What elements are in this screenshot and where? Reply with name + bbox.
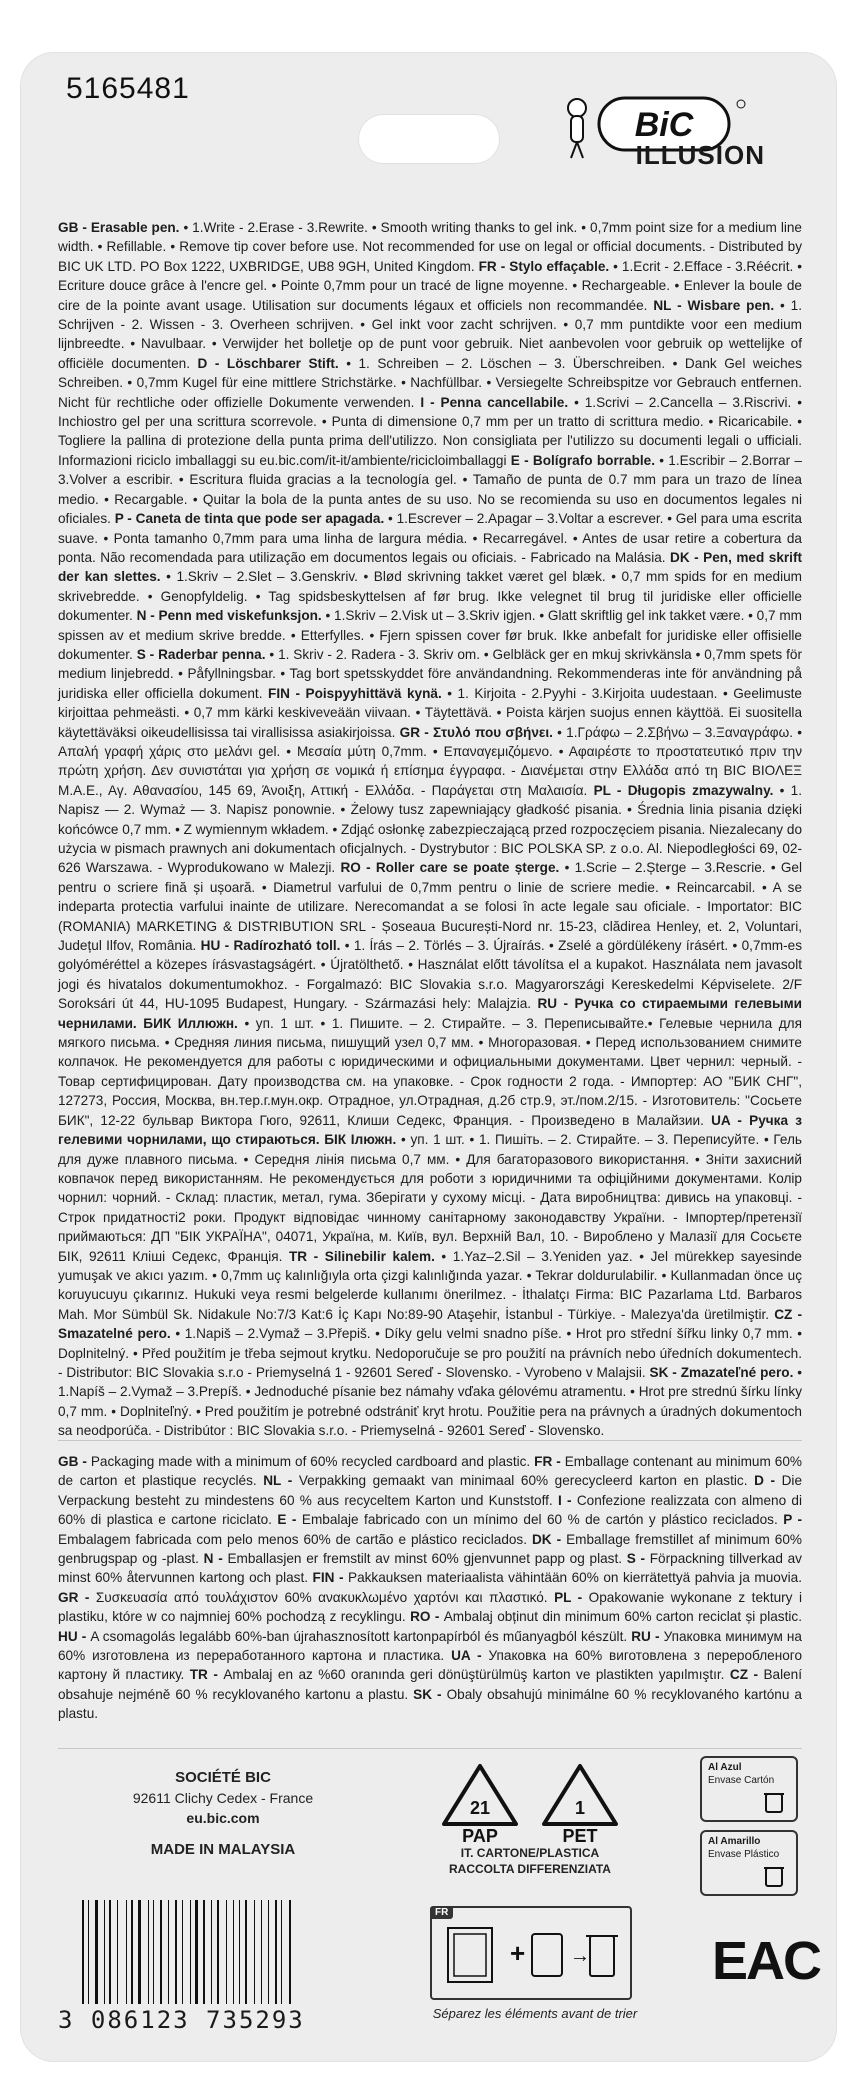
lang-code: P - xyxy=(783,1512,802,1528)
lang-code: CZ - xyxy=(729,1667,764,1683)
section-divider-2 xyxy=(58,1748,802,1749)
section-text: A csomagolás legalább 60%-ban újrahasznosított kartonpapírból és műanyagból készült. xyxy=(90,1628,632,1644)
eac-mark: EAC xyxy=(712,1931,821,1991)
lang-code: SK - Zmazateľné pero. xyxy=(649,1364,798,1380)
lang-code: FIN - Poispyyhittävä kynä. xyxy=(268,685,448,701)
blue-bin-title: Al Azul xyxy=(708,1762,742,1773)
triman-box xyxy=(430,1906,632,2000)
lang-code: D - Löschbarer Stift. xyxy=(197,355,347,371)
section-text: • 1.Escribir – 2.Borrar – 3.Volver a escribir. • Escritura fluida gracias a la tecnología gel. • Tamaño de punta de 0.7 mm para un trazo de línea medio. • Recargable. • Quitar la bola de la punta antes de su uso. No se recomienda su uso en documentos legales ni oficiales. xyxy=(58,452,803,527)
lang-code: E - xyxy=(277,1512,302,1528)
lang-code: E - Bolígrafo borrable. xyxy=(510,452,660,468)
section-text: Obaly obsahujú minimálne 60 % recyklovaného kartónu a plastu. xyxy=(58,1686,802,1722)
lang-code: HU - xyxy=(58,1628,91,1644)
blue-bin-sub: Envase Cartón xyxy=(708,1775,775,1786)
section-divider xyxy=(58,1440,802,1441)
section-text: • 1. Schreiben – 2. Löschen – 3. Überschreiben. • Dank Gel weiches Schreiben. • 0,7mm Kugel für eine mittlere Strichstärke. • Nachfüllbar. • Versiegelte Schreibspitze vor Gebrauch entfernen. Nicht für rechtliche oder offizielle Dokumente verwenden. xyxy=(58,355,802,410)
product-code: 5165481 xyxy=(66,72,190,105)
barcode-bars xyxy=(82,1900,348,2004)
lang-code: PL - Długopis zmazywalny. xyxy=(593,782,780,798)
spain-bins xyxy=(700,1756,798,1904)
section-n xyxy=(204,1551,627,1566)
lang-code: GR - xyxy=(58,1589,96,1605)
barcode-digits: 3 086123 735293 xyxy=(58,2006,305,2034)
lang-code: DK - Pen, med skrift der kan slettes. xyxy=(58,549,802,585)
blue-bin-box xyxy=(700,1756,798,1822)
lang-code: I - Penna cancellabile. xyxy=(420,394,575,410)
pet-code: 1 xyxy=(574,1798,586,1818)
section-hu xyxy=(58,1629,631,1644)
section-ua xyxy=(58,1113,802,1264)
section-text: Συσκευασία από τουλάχιστον 60% ανακυκλωμένο χαρτόνι και πλαστικό. xyxy=(95,1589,555,1605)
section-nl xyxy=(263,1473,754,1488)
section-text: Confezione realizzata con almeno di 60% di plastica e cartone riciclato. xyxy=(58,1492,802,1528)
lang-code: FR - Stylo effaçable. xyxy=(478,258,614,274)
pap-code: 21 xyxy=(469,1798,491,1818)
section-text: • 1.Napiš – 2.Vymaž – 3.Přepiš. • Díky gelu velmi snadno píše. • Hrot pro střední šířku linky 0,7 mm. • Doplnitelný. • Před použitím je třeba sejmout krytku. Nedoporučuje se pro použití na právních nebo úředních dokumentech. - Distributor: BIC Slovakia s.r.o - Priemyselná 1 - 92601 Sereď - Slovensko. - Vyrobeno v Malajsii. xyxy=(58,1326,802,1380)
lang-code: RU - Ручка со стираемыми гелевыми чернилами. БИК Иллюжн. xyxy=(58,996,802,1031)
section-text: Opakowanie wykonane z tektury i plastiku, które w co najmniej 60% pochodzą z recyklingu. xyxy=(58,1589,802,1625)
lang-code: HU - Radírozható toll. xyxy=(200,938,345,954)
lang-code: N - Penn med viskefunksjon. xyxy=(136,608,326,624)
lang-code: GB - xyxy=(58,1454,91,1469)
lang-code: TR - xyxy=(189,1667,224,1683)
sub-brand: ILLUSION xyxy=(635,140,765,170)
fr-tag: FR xyxy=(430,1906,453,1919)
lang-code: S - Raderbar penna. xyxy=(136,646,270,662)
section-fin xyxy=(313,1570,802,1585)
section-text: Упаковка на 60% виготовлена з переробленого картону й пластику. xyxy=(58,1648,803,1683)
section-e xyxy=(277,1512,783,1527)
section-text: • 1. Kirjoita - 2.Pyyhi - 3.Kirjoita uudestaan. • Geelimuste kirjoittaa pehmeästi. • 0,7 mm kärki keskiveveään viivaan. • Täytettävä. • Poista kärjen suojus ennen käyttöä. Ei suositella käytettäväksi oikeudellisissa tai virallisissa asiakirjoissa. xyxy=(58,685,802,740)
pap-label: PAP xyxy=(462,1826,498,1844)
fr-caption: Séparez les éléments avant de trier xyxy=(432,2006,638,2021)
section-text: • 1.Skriv – 2.Visk ut – 3.Skriv igjen. • Glatt skriftlig gel ink takket være. • 0,7 mm spissen av et medium skrive bredde. • Etterfylles. • Fjern spissen cover før bruk. Ikke anbefalt for juridiske eller offisielle dokumenter. xyxy=(58,608,802,662)
recycle-triangles-icon xyxy=(430,1758,630,1844)
section-text: • 1. Skriv - 2. Radera - 3. Skriv om. • Gelbläck ger en mkuj skrivkänsla • 0,7mm spets för medium linjebredd. • Påfyllningsbar. • Tag bort spetsskyddet före användandning. Rekommenderas inte för användning på juridiska eller officiella dokument. xyxy=(58,646,802,701)
section-text: • 1.Ecrit - 2.Efface - 3.Réécrit. • Ecriture douce grâce à l'encre gel. • Pointe 0,7mm pour un tracé de ligne moyenne. • Rechargeable. • Enlever la boule de cire de la pointe avant usage. Utilisation sur documents légaux et officiels non recommandée. xyxy=(58,258,802,313)
section-text: Emballasjen er fremstilt av minst 60% gjenvunnet papp og plast. xyxy=(227,1551,627,1567)
it-label-1: IT. CARTONE/PLASTICA xyxy=(460,1846,600,1860)
it-label-2: RACCOLTA DIFFERENZIATA xyxy=(449,1862,611,1876)
lang-code: D - xyxy=(754,1473,782,1489)
section-gr xyxy=(58,1590,554,1605)
section-text: Packaging made with a minimum of 60% recycled cardboard and plastic. xyxy=(90,1454,535,1469)
company-web: eu.bic.com xyxy=(186,1810,260,1826)
lang-code: NL - Wisbare pen. xyxy=(653,297,781,313)
company-address: 92611 Clichy Cedex - France xyxy=(132,1790,314,1806)
lang-code: RO - xyxy=(410,1609,444,1625)
section-tr xyxy=(190,1667,730,1682)
section-ru xyxy=(58,996,802,1127)
section-text: Embalaje fabricado con un mínimo del 60 % de cartón y plástico reciclados. xyxy=(301,1512,784,1528)
section-text: Ambalaj obținut din minimum 60% carton reciclat și plastic. xyxy=(443,1609,802,1625)
section-text: • 1.Napíš – 2.Vymaž – 3.Prepíš. • Jednoduché písanie bez námahy vďaka gélovému atramentu. • Hrot pre strednú šírku línky 0,7 mm. • Doplniteľný. • Pred použitím je potrebné odstrániť kryt hrotu. Použitie pera na právnych a úradných dokumentoch sa neodporúča. - Distribútor : BIC Slovakia s.r.o. - Priemyselná - 92601 Sereď - Slovensko. xyxy=(58,1364,803,1439)
made-in: MADE IN MALAYSIA xyxy=(150,1841,296,1858)
packaging-block xyxy=(58,1452,802,1724)
triman-icon xyxy=(432,1908,626,1994)
bin-icon xyxy=(760,1860,788,1888)
lang-code: NL - xyxy=(263,1473,299,1489)
lang-code: UA - Ручка з гелевими чорнилами, що стираються. БІК Ілюжн. xyxy=(58,1112,802,1148)
lang-code: TR - Silinebilir kalem. xyxy=(288,1248,442,1264)
section-text: • 1.Scrivi – 2.Cancella – 3.Riscrivi. • Inchiostro gel per una scrittura scorrevole. • Punta di dimensione 0,7 mm per un tratto di scrittura medio. • Ricaricabile. • Togliere la pallina di protezione della punta prima dell'utilizzo. Non consigliata per l'utilizzo su documenti legali o ufficiali. Informazioni riciclo imballaggi su eu.bic.com/it-it/ambiente/ricicloimballaggi xyxy=(58,394,802,468)
section-text: Embalagem fabricada com pelo menos 60% de cartão e plástico reciclados. xyxy=(58,1531,532,1547)
section-ro xyxy=(410,1609,802,1624)
section-text: • 1. Schrijven - 2. Wissen - 3. Overheen schrijven. • Gel inkt voor zacht schrijven. • 0,7 mm puntdikte voor een medium lijnbreedte. • Navulbaar. • Verwijder het bolletje op de punt voor gebruik. Niet aanbevolen voor gebruik op wettelijke of officiële documenten. xyxy=(58,297,803,371)
lang-code: N - xyxy=(203,1551,228,1567)
section-text: Ambalaj en az %60 oranında geri dönüştürülmüş karton ve plastikten yapılmıştır. xyxy=(223,1667,730,1683)
lang-code: UA - xyxy=(451,1648,489,1664)
section-text: • уп. 1 шт. • 1. Пишите. – 2. Стирайте. – 3. Переписывайте.• Гелевые чернила для мягкого письма. • Средняя линия письма, пишущий узел 0,7 мм. • Многоразовая. • Перед использованием снимите колпачок. Не рекомендуется для работы с юридическими и официальными документами. Цвет чернил: черный. - Товар сертифицирован. Дату производства см. на упаковке. - Срок годности 2 года. - Импортер: АО "БИК СНГ", 127273, Россия, Москва, вн.тер.г.мун.окр. Отрадное, ул.Отрадная, д.2б стр.9, эт./пом.2/15. - Изготовитель: "Сосьете БИК", 12-22 бульвар Виктора Гюго, 92611, Клиши Седекс, Франция. - Произведено в Малайзии. xyxy=(58,1015,802,1128)
section-text: Balení obsahuje nejméně 60 % recyklovaného kartonu a plastu. xyxy=(58,1667,802,1702)
section-text: Emballage contenant au minimum 60% de carton et plastique recyclés. xyxy=(58,1454,802,1489)
lang-code: SK - xyxy=(413,1686,447,1702)
lang-code: DK - xyxy=(531,1531,567,1547)
svg-text:→: → xyxy=(570,1945,590,1967)
lang-code: RU - xyxy=(631,1628,664,1644)
svg-text:+: + xyxy=(510,1938,526,1968)
company-name: SOCIÉTÉ BIC xyxy=(175,1769,271,1786)
section-text: • 1. Napisz — 2. Wymaż — 3. Napisz ponownie. • Żelowy tusz zapewniający gładkość pisania. • Średnia linia pisania dzięki końcówce 0,7 mm. • Z wymiennym wkładem. • Zdjąć osłonkę zabezpieczającą przed rozpoczęciem pisania. Niezalecany do użycia w pismach prawnych ani dokumentach oficjalnych. - Dystrybutor : BIC POLSKA SP. z o.o. Al. Niepodległości 69, 02-626 Warszawa. - Wyprodukowano w Malezji. xyxy=(58,782,803,876)
section-text: Упаковка минимум на 60% изготовлена из переработанного картона и пластика. xyxy=(58,1628,802,1664)
section-text: Verpakking gemaakt van minimaal 60% gerecycleerd karton en plastic. xyxy=(298,1473,755,1489)
section-text: • 1.Γράφω – 2.Σβήνω – 3.Ξαναγράφω. • Απαλή γραφή χάρις στο μελάνι gel. • Μεσαία μύτη 0,7mm. • Επαναγεμιζόμενο. • Αφαιρέστε το προστατευτικό πριν την πρώτη χρήση. Δεν συνιστάται για χρήση σε νομικά ή επίσημα έγγραφα. - Διανέμεται στην Ελλάδα από τη ΒΙC ΒΙΟΛΕΞ Μ.Α.Ε., Αγ. Αθανασίου, 145 69, Άνοιξη, Αττική - Ελλάδα. - Παράγεται στη Μαλαισία. xyxy=(58,724,802,798)
yellow-bin-title: Al Amarillo xyxy=(708,1836,761,1847)
section-text: Pakkauksen materiaalista vähintään 60% on kierrätettyä pahvia ja muovia. xyxy=(348,1570,802,1586)
section-text: • 1.Escrever – 2.Apagar – 3.Voltar a escrever. • Gel para uma escrita suave. • Ponta tamanho 0,7mm para uma linha de largura média. • Recarregável. • Antes de usar retire a cobertura da ponta. Não recomendada para utilização em documentos legais ou oficiais. - Fabricado na Malásia. xyxy=(58,511,802,565)
section-text: Emballage fremstillet af minimum 60% genbrugspap og -plast. xyxy=(58,1531,802,1567)
lang-code: GB - Erasable pen. xyxy=(58,220,184,235)
bin-icon xyxy=(760,1786,788,1814)
section-gb xyxy=(58,1454,534,1469)
company-info xyxy=(118,1768,328,1860)
lang-code: CZ - Smazatelné pero. xyxy=(58,1306,802,1342)
lang-code: FIN - xyxy=(312,1570,348,1586)
section-text: • 1. Írás – 2. Törlés – 3. Újraírás. • Zselé a gördülékeny írásért. • 0,7mm-es golyóméréttel a közepes írásvastagságért. • Újratölthető. • Használat előtt távolítsa el a kupakot. Használata nem javasolt jogi és hivatalos dokumentumokhoz. - Forgalmazó: BIC Slovakia s.r.o. Magyarországi Kereskedelmi Képviselete. 2/F Soroksári út 44, HU-1095 Budapest, Hungary. - Származási hely: Malajzia. xyxy=(58,938,803,1012)
lang-code: PL - xyxy=(554,1589,589,1605)
pet-label: PET xyxy=(562,1826,598,1844)
lang-code: RO - Roller care se poate șterge. xyxy=(340,860,565,876)
section-text: • 1.Scrie – 2.Șterge – 3.Rescrie. • Gel pentru o scriere fină și ușoară. • Diametrul varfului de 0,7mm pentru o linie de scriere medie. • Reincarcabil. • A se indeparta protectia varfului inainte de utilizare. Nerecomandat a se folosi în acte legale sau oficiale. - Importator: BIC (ROMANIA) MARKETING & DISTRIBUTION SRL - Șoseaua București-Nord nr. 15-23, clădirea Henley, et. 2, Voluntari, Județul Ilfov, România. xyxy=(58,860,802,954)
section-text: • 1.Write - 2.Erase - 3.Rewrite. • Smooth writing thanks to gel ink. • 0,7mm point size for a medium line width. • Refillable. • Remove tip cover before use. Not recommended for use on legal or official documents. - Distributed by BIC UK LTD. PO Box 1222, UXBRIDGE, UB8 9GH, United Kingdom. xyxy=(58,220,802,274)
recycling-codes xyxy=(430,1758,630,1876)
instructions-block xyxy=(58,218,802,1441)
logo-text: BiC xyxy=(634,106,694,144)
section-text: • 1.Skriv – 2.Slet – 3.Genskriv. • Blød skrivning takket været gel blæk. • 0,7 mm spids for en medium skrivebredde. • Genopfyldelig. • Tag spidsbeskyttelsen af før brug. Ikke velegnet til brug til juridiske eller officielle dokumenter. xyxy=(58,569,802,624)
yellow-bin-box xyxy=(700,1830,798,1896)
section-text: Die Verpackung besteht zu mindestens 60 % aus recyceltem Karton und Kunststoff. xyxy=(58,1473,803,1508)
section-text: Förpackning tillverkad av minst 60% återvunnen kartong och plast. xyxy=(58,1551,802,1586)
section-text: • 1.Yaz–2.Sil – 3.Yeniden yaz. • Jel mürekkep sayesinde yumuşak ve akıcı yazım. • 0,7mm uç kalınlığıyla orta çizgi kalınlığında yazar. • Tekrar doldurulabilir. • Kullanmadan önce uç koruyucuyu çıkarınız. Hukuki veya resmi belgelerde kullanımı önerilmez. - İthalatçı Firma: BIC Pazarlama Ltd. Barbaros Mah. Mor Sümbül Sk. Nidakule No:7/3 Kat:6 İç Kapı No:89-90 Ataşehir, İstanbul - Türkiye. - Malezya'da üretilmiştir. xyxy=(58,1248,802,1322)
barcode xyxy=(58,1900,348,2034)
lang-code: S - xyxy=(626,1551,650,1567)
lang-code: I - xyxy=(557,1492,577,1508)
section-text: • уп. 1 шт. • 1. Пишіть. – 2. Стирайте. – 3. Переписуйте. • Гель для дуже плавного письма. • Середня лінія письма 0,7 мм. • Для багаторазового використання. • Зніти захисний ковпачок перед використанням. Не рекомендується для роботи з юридичними та офіційними документами. Колір чорнил: чорний. - Склад: пластик, метал, гума. Зберігати у сухому місці. - Дата виробництва: дивись на упаковці. - Строк придатності2 роки. Продукт відповідає чинному санітарному законодавству України. - Імпортер/претензії приймаються: ДП "БІК УКРАЇНА", 04071, Україна, м. Київ, вул. Верхній Вал, 10. - Вироблено у Малазії для Сосьєте БІК, 92611 Кліші Седекс, Франція. xyxy=(58,1132,802,1264)
yellow-bin-sub: Envase Plástico xyxy=(708,1849,780,1860)
lang-code: GR - Στυλό που σβήνει. xyxy=(399,724,558,740)
lang-code: FR - xyxy=(534,1454,565,1469)
hang-hole xyxy=(358,114,500,164)
lang-code: P - Caneta de tinta que pode ser apagada. xyxy=(114,511,389,527)
